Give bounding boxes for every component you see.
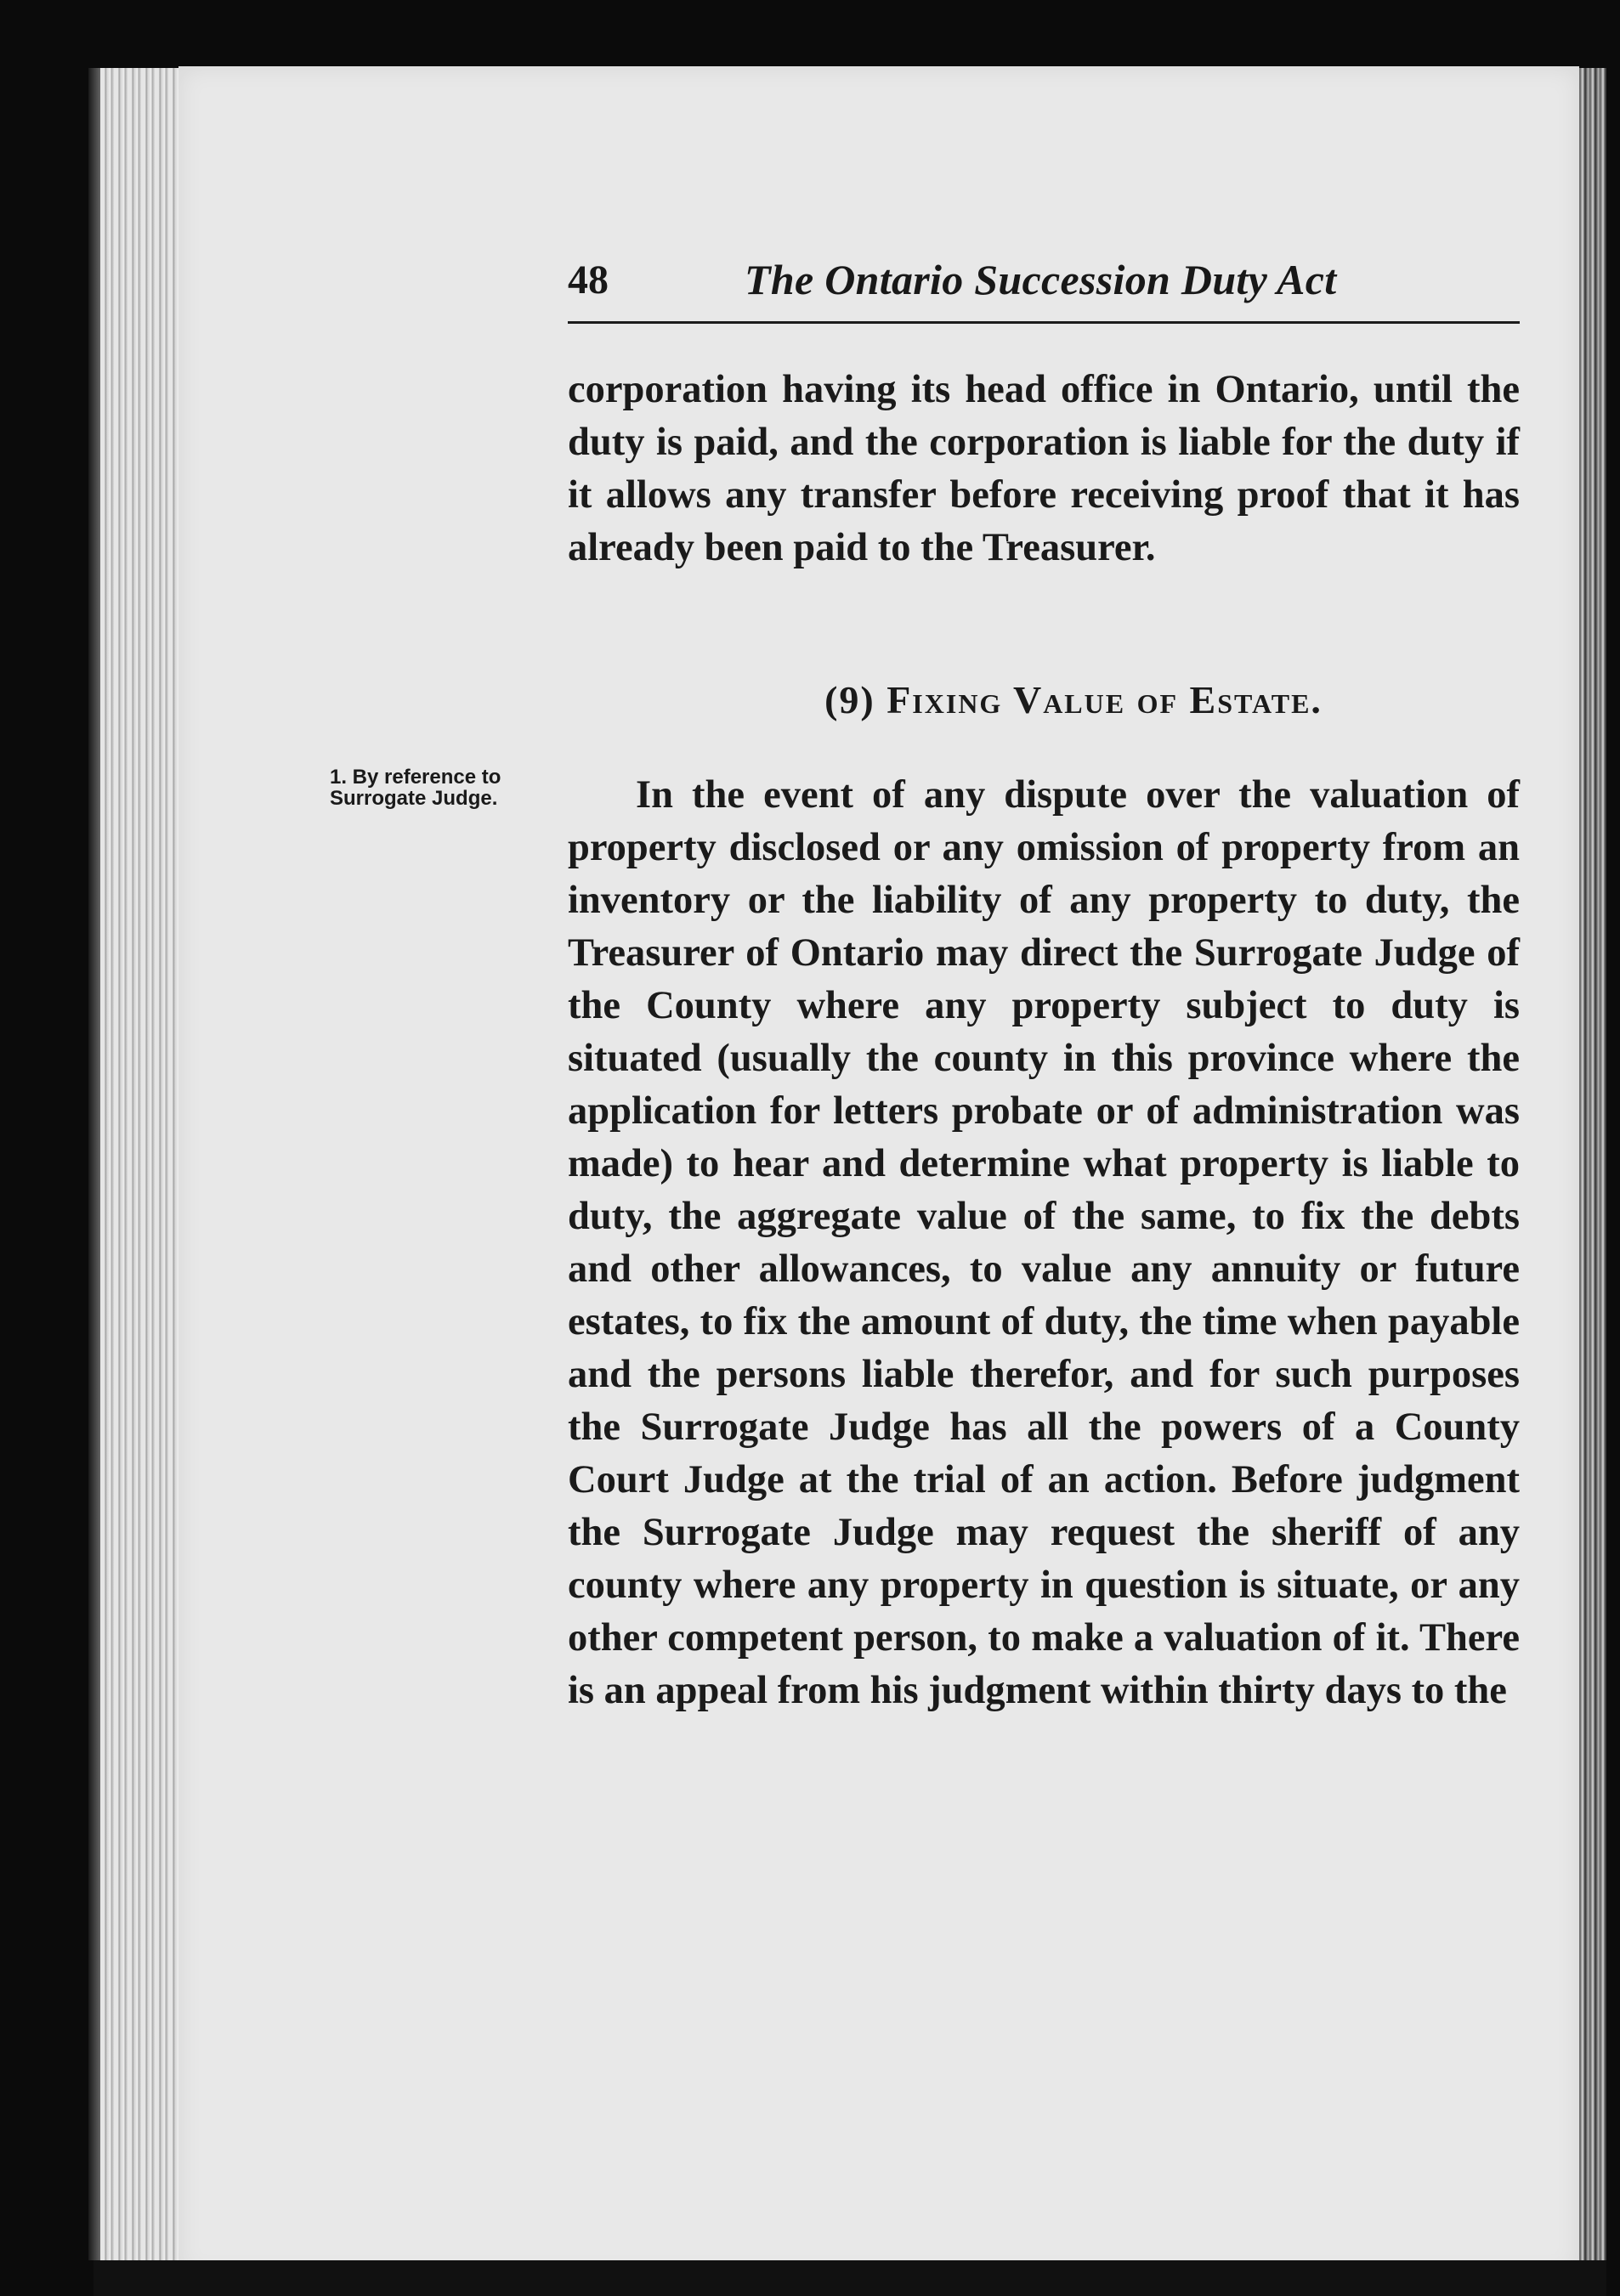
- page-number: 48: [568, 257, 609, 303]
- page-bottom-shadow: [93, 2260, 1606, 2296]
- paragraph-fixing-value: In the event of any dispute over the valuation of property disclosed or any omission of property from an inventory or the liability of any property to duty, the Treasurer of Ontario may direct the Surrogate Judge of the County where any property subject to duty is situated (usually the county in this province where the application for letters probate or of administration was made) to hear and determine what property is liable to duty, the aggregate value of the same, to fix the debts and other allowances, to value any annuity or future estates, to fix the amount of duty, the time when payable and the persons liable therefor, and for such purposes the Surrogate Judge has all the powers of a County Court Judge at the trial of an action. Before judgment the Surrogate Judge may request the sheriff of any county where any property in question is situate, or any other competent person, to make a valuation of it. There is an appeal from his judgment within thirty days to the: [568, 773, 1520, 1712]
- section-heading: (9) Fixing Value of Estate.: [824, 678, 1323, 721]
- margin-note: 1. By reference to Surrogate Judge.: [330, 766, 501, 810]
- paragraph-continued: corporation having its head office in Ontario, until the duty is paid, and the corporation is liable for the duty if it allows any transfer before receiving proof that it has already been paid to the Treasurer.: [568, 368, 1520, 569]
- left-page-edges: [100, 68, 185, 2260]
- running-title: The Ontario Succession Duty Act: [745, 256, 1337, 303]
- page-header: [568, 255, 1520, 324]
- right-page-edges: [1578, 68, 1606, 2286]
